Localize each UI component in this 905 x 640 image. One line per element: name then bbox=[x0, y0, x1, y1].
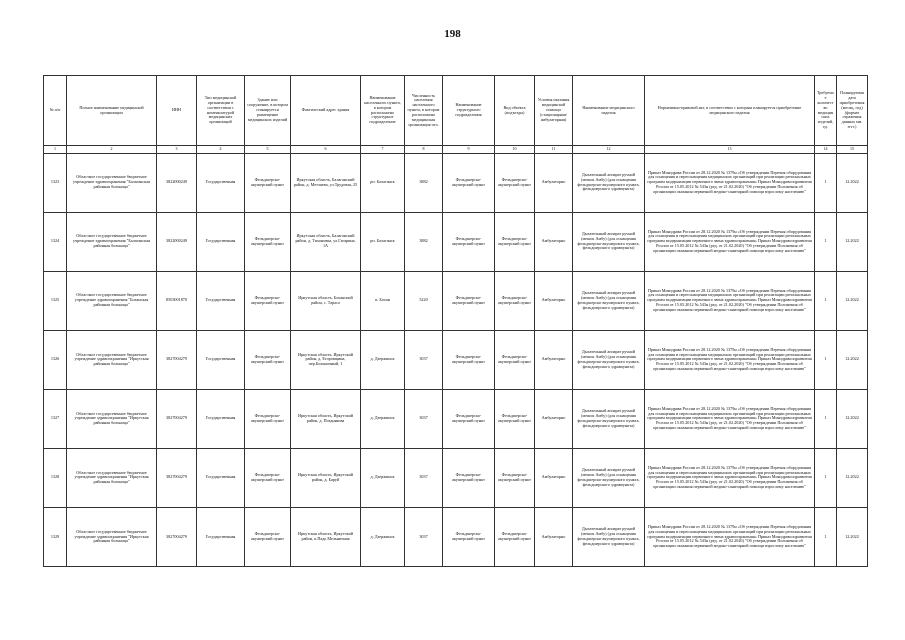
object-type-cell: Фельдшерско-акушерский пункт bbox=[495, 448, 535, 507]
purchase-date-cell: 12.2022 bbox=[837, 330, 868, 389]
purchase-date-cell: 12.2022 bbox=[837, 212, 868, 271]
column-number: 5 bbox=[245, 146, 291, 154]
settlement-cell: д. Дзержинск bbox=[361, 389, 405, 448]
column-number: 9 bbox=[443, 146, 495, 154]
unit-cell: Фельдшерско-акушерский пункт bbox=[443, 448, 495, 507]
header-cell: Планируемая дата приобретения (месяц, год) (формат отражения данных мм. гггг.) bbox=[837, 76, 868, 146]
legal-act-cell: Приказ Минздрава России от 28.12.2020 № 1379н «Об утверждении Перечня оборудования для оснащения и переоснащения медицинских организаций при реализации региональных программ модернизации первичного звена здравоохранения» Приказ Минздравсоцразвития России от 15.05.2012 № 543н (ред. от 21.02.2020) "Об утверждении Положения об организации оказания первичной медико-санитарной помощи взрослому населению" bbox=[645, 448, 815, 507]
address-cell: Иркутская область, Иркутский район, д. Баруй bbox=[291, 448, 361, 507]
purchase-date-cell: 12.2022 bbox=[837, 271, 868, 330]
column-number: 15 bbox=[837, 146, 868, 154]
settlement-cell: д. Дзержинск bbox=[361, 448, 405, 507]
legal-act-cell: Приказ Минздрава России от 28.12.2020 № 1379н «Об утверждении Перечня оборудования для оснащения и переоснащения медицинских организаций при реализации региональных программ модернизации первичного звена здравоохранения» Приказ Минздравсоцразвития России от 15.05.2012 № 543н (ред. от 21.02.2020) "Об утверждении Положения об организации оказания первичной медико-санитарной помощи взрослому населению" bbox=[645, 507, 815, 566]
building-cell: Фельдшерско-акушерский пункт bbox=[245, 271, 291, 330]
object-type-cell: Фельдшерско-акушерский пункт bbox=[495, 271, 535, 330]
column-number: 2 bbox=[67, 146, 157, 154]
table-row bbox=[44, 389, 868, 448]
legal-act-cell: Приказ Минздрава России от 28.12.2020 № 1379н «Об утверждении Перечня оборудования для оснащения и переоснащения медицинских организаций при реализации региональных программ модернизации первичного звена здравоохранения» Приказ Минздравсоцразвития России от 15.05.2012 № 543н (ред. от 21.02.2020) "Об утверждении Положения об организации оказания первичной медико-санитарной помощи взрослому населению" bbox=[645, 330, 815, 389]
care-conditions-cell: Амбулаторно bbox=[535, 271, 573, 330]
column-number: 8 bbox=[405, 146, 443, 154]
building-cell: Фельдшерско-акушерский пункт bbox=[245, 153, 291, 212]
table-body bbox=[44, 153, 868, 566]
organization-name-cell: Областное государственное бюджетное учреждение здравоохранения "Иркутская районная больница" bbox=[67, 330, 157, 389]
legal-act-cell: Приказ Минздрава России от 28.12.2020 № 1379н «Об утверждении Перечня оборудования для оснащения и переоснащения медицинских организаций при реализации региональных программ модернизации первичного звена здравоохранения» Приказ Минздравсоцразвития России от 15.05.2012 № 543н (ред. от 21.02.2020) "Об утверждении Положения об организации оказания первичной медико-санитарной помощи взрослому населению" bbox=[645, 271, 815, 330]
device-name-cell: Дыхательный аппарат ручной (мешок Амбу) (для оснащения фельдшерско-акушерского пункта, фельдшерского здравпункта) bbox=[573, 330, 645, 389]
row-number-cell: 1329 bbox=[44, 507, 67, 566]
unit-cell: Фельдшерско-акушерский пункт bbox=[443, 389, 495, 448]
organization-name-cell: Областное государственное бюджетное учреждение здравоохранения "Иркутская районная больница" bbox=[67, 448, 157, 507]
organization-type-cell: Государственная bbox=[197, 271, 245, 330]
column-number: 11 bbox=[535, 146, 573, 154]
legal-act-cell: Приказ Минздрава России от 28.12.2020 № 1379н «Об утверждении Перечня оборудования для оснащения и переоснащения медицинских организаций при реализации региональных программ модернизации первичного звена здравоохранения» Приказ Минздравсоцразвития России от 15.05.2012 № 543н (ред. от 21.02.2020) "Об утверждении Положения об организации оказания первичной медико-санитарной помощи взрослому населению" bbox=[645, 153, 815, 212]
header-cell: Наименование структурного подразделения bbox=[443, 76, 495, 146]
table-row bbox=[44, 330, 868, 389]
address-cell: Иркутская область, Иркутский район, д. Егоровщина, пер.Больничный, 1 bbox=[291, 330, 361, 389]
organization-type-cell: Государственная bbox=[197, 153, 245, 212]
settlement-cell: д. Дзержинск bbox=[361, 507, 405, 566]
row-number-cell: 1323 bbox=[44, 153, 67, 212]
building-cell: Фельдшерско-акушерский пункт bbox=[245, 212, 291, 271]
quantity-cell: 1 bbox=[815, 389, 837, 448]
unit-cell: Фельдшерско-акушерский пункт bbox=[443, 153, 495, 212]
row-number-cell: 1326 bbox=[44, 330, 67, 389]
unit-cell: Фельдшерско-акушерский пункт bbox=[443, 271, 495, 330]
organization-name-cell: Областное государственное бюджетное учреждение здравоохранения "Иркутская районная больница" bbox=[67, 389, 157, 448]
unit-cell: Фельдшерско-акушерский пункт bbox=[443, 507, 495, 566]
object-type-cell: Фельдшерско-акушерский пункт bbox=[495, 389, 535, 448]
page-number: 198 bbox=[444, 28, 461, 40]
quantity-cell: 1 bbox=[815, 153, 837, 212]
column-number: 3 bbox=[157, 146, 197, 154]
organization-type-cell: Государственная bbox=[197, 330, 245, 389]
building-cell: Фельдшерско-акушерский пункт bbox=[245, 389, 291, 448]
header-cell: Условия оказания медицинской помощи (стационарная/амбулаторная) bbox=[535, 76, 573, 146]
purchase-date-cell: 12.2022 bbox=[837, 507, 868, 566]
organization-type-cell: Государственная bbox=[197, 507, 245, 566]
device-name-cell: Дыхательный аппарат ручной (мешок Амбу) (для оснащения фельдшерско-акушерского пункта, фельдшерского здравпункта) bbox=[573, 507, 645, 566]
settlement-cell: рп. Балаганск bbox=[361, 153, 405, 212]
object-type-cell: Фельдшерско-акушерский пункт bbox=[495, 330, 535, 389]
header-cell: Нормативно-правовой акт, в соответствии с которым планируется приобретение медицинского изделия bbox=[645, 76, 815, 146]
row-number-cell: 1325 bbox=[44, 271, 67, 330]
column-number: 4 bbox=[197, 146, 245, 154]
address-cell: Иркутская область, Боханский район, с. Тараса bbox=[291, 271, 361, 330]
inn-cell: 3827004279 bbox=[157, 507, 197, 566]
header-cell: № п/п bbox=[44, 76, 67, 146]
row-number-cell: 1328 bbox=[44, 448, 67, 507]
header-cell: Полное наименование медицинской организации bbox=[67, 76, 157, 146]
inn-cell: 3827004279 bbox=[157, 330, 197, 389]
unit-cell: Фельдшерско-акушерский пункт bbox=[443, 330, 495, 389]
table-row bbox=[44, 271, 868, 330]
population-cell: 3882 bbox=[405, 153, 443, 212]
settlement-cell: рп. Балаганск bbox=[361, 212, 405, 271]
column-number-row bbox=[44, 146, 868, 154]
header-row bbox=[44, 76, 868, 146]
table-row bbox=[44, 507, 868, 566]
population-cell: 3882 bbox=[405, 212, 443, 271]
organization-type-cell: Государственная bbox=[197, 389, 245, 448]
purchase-date-cell: 12.2022 bbox=[837, 153, 868, 212]
header-cell: ИНН bbox=[157, 76, 197, 146]
population-cell: 3037 bbox=[405, 507, 443, 566]
purchase-date-cell: 12.2022 bbox=[837, 448, 868, 507]
inn-cell: 3827004279 bbox=[157, 389, 197, 448]
legal-act-cell: Приказ Минздрава России от 28.12.2020 № 1379н «Об утверждении Перечня оборудования для оснащения и переоснащения медицинских организаций при реализации региональных программ модернизации первичного звена здравоохранения» Приказ Минздравсоцразвития России от 15.05.2012 № 543н (ред. от 21.02.2020) "Об утверждении Положения об организации оказания первичной медико-санитарной помощи взрослому населению" bbox=[645, 389, 815, 448]
object-type-cell: Фельдшерско-акушерский пункт bbox=[495, 212, 535, 271]
column-number: 12 bbox=[573, 146, 645, 154]
building-cell: Фельдшерско-акушерский пункт bbox=[245, 448, 291, 507]
organization-name-cell: Областное государственное бюджетное учреждение здравоохранения "Иркутская районная больница" bbox=[67, 507, 157, 566]
care-conditions-cell: Амбулаторно bbox=[535, 448, 573, 507]
header-cell: Вид объекта (подъезды) bbox=[495, 76, 535, 146]
object-type-cell: Фельдшерско-акушерский пункт bbox=[495, 507, 535, 566]
table-row bbox=[44, 448, 868, 507]
equipment-registry-table bbox=[43, 75, 868, 567]
address-cell: Иркутская область, Балаганский район, д. Тихоновка, ул.Гагарина, 1А bbox=[291, 212, 361, 271]
column-number: 13 bbox=[645, 146, 815, 154]
organization-type-cell: Государственная bbox=[197, 212, 245, 271]
column-number: 7 bbox=[361, 146, 405, 154]
organization-name-cell: Областное государственное бюджетное учреждение здравоохранения "Балаганская районная больница" bbox=[67, 153, 157, 212]
care-conditions-cell: Амбулаторно bbox=[535, 330, 573, 389]
header-cell: Фактический адрес здания bbox=[291, 76, 361, 146]
address-cell: Иркутская область, Иркутский район, п.Падь Мельничная bbox=[291, 507, 361, 566]
inn-cell: 3822000249 bbox=[157, 212, 197, 271]
device-name-cell: Дыхательный аппарат ручной (мешок Амбу) (для оснащения фельдшерско-акушерского пункта, фельдшерского здравпункта) bbox=[573, 448, 645, 507]
address-cell: Иркутская область, Балаганский район, д. Метляева, ул.Трудовая, 25 bbox=[291, 153, 361, 212]
quantity-cell: 1 bbox=[815, 271, 837, 330]
population-cell: 3037 bbox=[405, 448, 443, 507]
purchase-date-cell: 12.2022 bbox=[837, 389, 868, 448]
care-conditions-cell: Амбулаторно bbox=[535, 153, 573, 212]
population-cell: 5220 bbox=[405, 271, 443, 330]
settlement-cell: п. Бохан bbox=[361, 271, 405, 330]
quantity-cell: 1 bbox=[815, 448, 837, 507]
object-type-cell: Фельдшерско-акушерский пункт bbox=[495, 153, 535, 212]
table-row bbox=[44, 153, 868, 212]
address-cell: Иркутская область, Иркутский район, д. Позднякова bbox=[291, 389, 361, 448]
organization-type-cell: Государственная bbox=[197, 448, 245, 507]
header-cell: Численность населения населенного пункта, в котором расположено медицинская организация чел. bbox=[405, 76, 443, 146]
column-number: 14 bbox=[815, 146, 837, 154]
device-name-cell: Дыхательный аппарат ручной (мешок Амбу) (для оснащения фельдшерско-акушерского пункта, фельдшерского здравпункта) bbox=[573, 271, 645, 330]
quantity-cell: 1 bbox=[815, 330, 837, 389]
device-name-cell: Дыхательный аппарат ручной (мешок Амбу) (для оснащения фельдшерско-акушерского пункта, фельдшерского здравпункта) bbox=[573, 389, 645, 448]
column-number: 1 bbox=[44, 146, 67, 154]
quantity-cell: 1 bbox=[815, 212, 837, 271]
care-conditions-cell: Амбулаторно bbox=[535, 212, 573, 271]
population-cell: 3037 bbox=[405, 330, 443, 389]
building-cell: Фельдшерско-акушерский пункт bbox=[245, 507, 291, 566]
care-conditions-cell: Амбулаторно bbox=[535, 507, 573, 566]
column-number: 6 bbox=[291, 146, 361, 154]
device-name-cell: Дыхательный аппарат ручной (мешок Амбу) (для оснащения фельдшерско-акушерского пункта, фельдшерского здравпункта) bbox=[573, 212, 645, 271]
inn-cell: 3827004279 bbox=[157, 448, 197, 507]
header-cell: Наименование населенного пункта, в котором расположено структурное подразделение bbox=[361, 76, 405, 146]
header-cell: Наименование медицинского изделия bbox=[573, 76, 645, 146]
organization-name-cell: Областное государственное бюджетное учреждение здравоохранения "Боханская районная больница" bbox=[67, 271, 157, 330]
organization-name-cell: Областное государственное бюджетное учреждение здравоохранения "Балаганская районная больница" bbox=[67, 212, 157, 271]
care-conditions-cell: Амбулаторно bbox=[535, 389, 573, 448]
device-name-cell: Дыхательный аппарат ручной (мешок Амбу) (для оснащения фельдшерско-акушерского пункта, фельдшерского здравпункта) bbox=[573, 153, 645, 212]
header-cell: Тип медицинской организации в соответствии с номенклатурой медицинских организаций bbox=[197, 76, 245, 146]
quantity-cell: 1 bbox=[815, 507, 837, 566]
column-number: 10 bbox=[495, 146, 535, 154]
population-cell: 3037 bbox=[405, 389, 443, 448]
row-number-cell: 1327 bbox=[44, 389, 67, 448]
header-cell: Здание или сооружение, в котором планируется размещение медицинских изделий bbox=[245, 76, 291, 146]
unit-cell: Фельдшерско-акушерский пункт bbox=[443, 212, 495, 271]
settlement-cell: д. Дзержинск bbox=[361, 330, 405, 389]
legal-act-cell: Приказ Минздрава России от 28.12.2020 № 1379н «Об утверждении Перечня оборудования для оснащения и переоснащения медицинских организаций при реализации региональных программ модернизации первичного звена здравоохранения» Приказ Минздравсоцразвития России от 15.05.2012 № 543н (ред. от 21.02.2020) "Об утверждении Положения об организации оказания первичной медико-санитарной помощи взрослому населению" bbox=[645, 212, 815, 271]
building-cell: Фельдшерско-акушерский пункт bbox=[245, 330, 291, 389]
row-number-cell: 1324 bbox=[44, 212, 67, 271]
inn-cell: 8503001870 bbox=[157, 271, 197, 330]
table-row bbox=[44, 212, 868, 271]
inn-cell: 3822000249 bbox=[157, 153, 197, 212]
header-cell: Требуемое количество медицинских изделий, ед. bbox=[815, 76, 837, 146]
